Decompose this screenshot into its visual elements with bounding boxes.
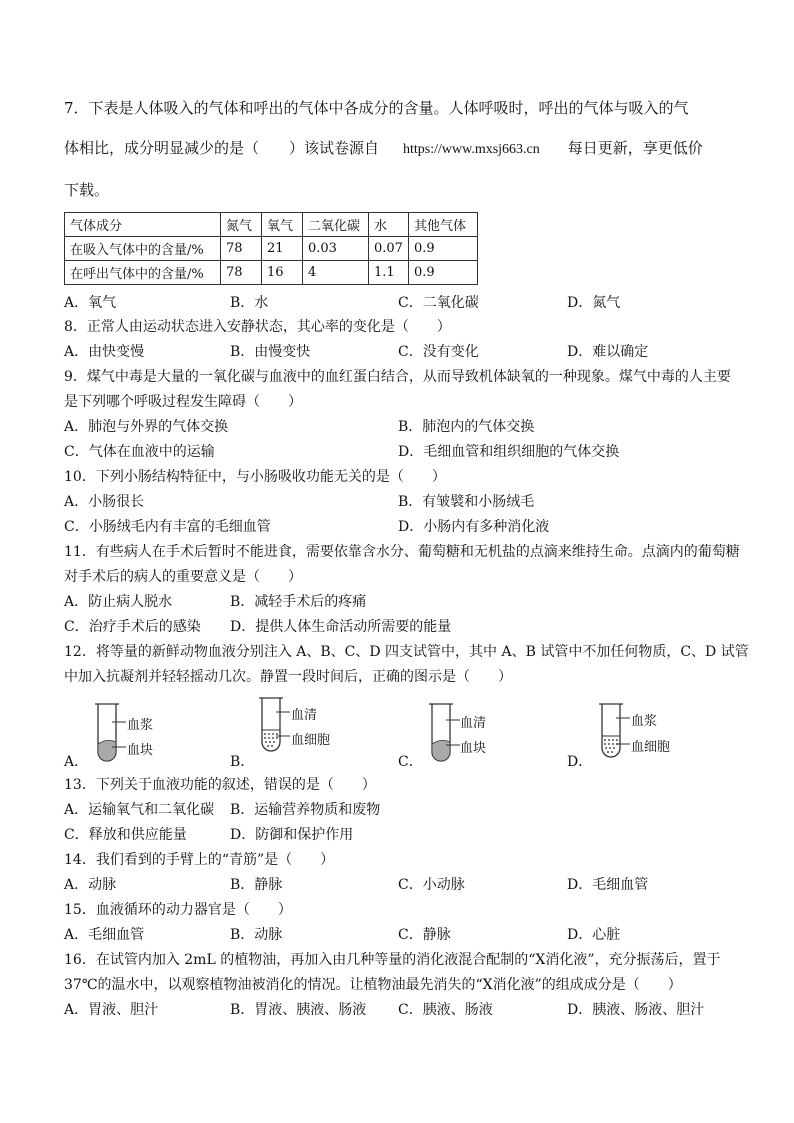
q16-stem-line2: 37℃的温水中，以观察植物油被消化的情况。让植物油最先消失的“X消化液”的组成成分是（ ） (64, 977, 682, 993)
table-header-cell: 二氧化碳 (303, 213, 369, 237)
table-cell: 16 (262, 261, 303, 285)
q8-option-b[interactable]: B．由慢变快 (230, 344, 311, 360)
figure-c-top-label: 血清 (460, 716, 487, 731)
table-cell: 78 (221, 261, 262, 285)
figure-d-top-label: 血浆 (631, 714, 658, 729)
table-header-cell: 水 (369, 213, 409, 237)
q7-option-c[interactable]: C．二氧化碳 (398, 295, 479, 311)
figure-d-bottom-label: 血细胞 (631, 740, 671, 755)
q10-option-d[interactable]: D．小肠内有多种消化液 (398, 519, 550, 535)
q11-option-a[interactable]: A．防止病人脱水 (64, 594, 173, 610)
q14-option-d[interactable]: D．毛细血管 (567, 877, 649, 893)
q14-option-b[interactable]: B．静脉 (230, 877, 283, 893)
q11-option-b[interactable]: B．减轻手术后的疼痛 (230, 594, 367, 610)
q13-stem: 13．下列关于血液功能的叙述，错误的是（ ） (64, 777, 376, 793)
table-header-cell: 其他气体 (408, 213, 477, 237)
q7-stem-line1: 7．下表是人体吸入的气体和呼出的气体中各成分的含量。人体呼吸时，呼出的气体与吸入的气 (64, 99, 689, 117)
q9-option-b[interactable]: B．肺泡内的气体交换 (398, 419, 535, 435)
figure-letter-b: B． (230, 754, 255, 770)
q7-option-b[interactable]: B．水 (230, 295, 269, 311)
q14-option-c[interactable]: C．小动脉 (398, 877, 465, 893)
table-cell: 0.03 (303, 237, 369, 261)
source-url: https://www.mxsj663.cn (403, 142, 540, 157)
q14-option-a[interactable]: A．动脉 (64, 877, 117, 893)
q8-option-c[interactable]: C．没有变化 (398, 344, 479, 360)
q13-option-b[interactable]: B．运输营养物质和废物 (230, 802, 381, 818)
q7-stem-suffix: 每日更新，享更低价 (567, 139, 703, 157)
q13-option-a[interactable]: A．运输氧气和二氧化碳 (64, 802, 215, 818)
table-cell: 0.9 (408, 261, 477, 285)
q9-stem-line2: 是下列哪个呼吸过程发生障碍（ ） (64, 394, 302, 410)
q7-option-a[interactable]: A．氧气 (64, 295, 117, 311)
q10-option-c[interactable]: C．小肠绒毛内有丰富的毛细血管 (64, 519, 271, 535)
q7-stem-line2 (64, 138, 703, 160)
q16-stem-line1: 16．在试管内加入 2mL 的植物油，再加入由几种等量的消化液混合配制的“X消化液”，充分振荡后，置于 (64, 952, 721, 968)
table-cell: 1.1 (369, 261, 409, 285)
q9-stem-line1: 9．煤气中毒是大量的一氧化碳与血液中的血红蛋白结合，从而导致机体缺氧的一种现象。煤气中毒的人主要 (64, 369, 731, 385)
gas-composition-table (64, 212, 478, 285)
figure-c-bottom-label: 血块 (460, 741, 487, 756)
q7-option-d[interactable]: D．氮气 (567, 295, 621, 311)
q11-option-c[interactable]: C．治疗手术后的感染 (64, 619, 201, 635)
q8-option-a[interactable]: A．由快变慢 (64, 344, 145, 360)
table-row (65, 237, 478, 261)
q16-option-b[interactable]: B．胃液、胰液、肠液 (230, 1002, 367, 1018)
figure-letter-a: A． (64, 754, 89, 770)
q16-option-a[interactable]: A．胃液、胆汁 (64, 1002, 159, 1018)
table-cell: 21 (262, 237, 303, 261)
figure-a-bottom-label: 血块 (127, 743, 154, 758)
table-header-cell: 氧气 (262, 213, 303, 237)
q8-stem: 8．正常人由运动状态进入安静状态，其心率的变化是（ ） (64, 319, 451, 335)
q16-option-c[interactable]: C．胰液、肠液 (398, 1002, 493, 1018)
table-cell: 78 (221, 237, 262, 261)
q11-option-d[interactable]: D．提供人体生命活动所需要的能量 (230, 619, 452, 635)
figure-b-bottom-label: 血细胞 (291, 733, 331, 748)
q15-stem: 15．血液循环的动力器官是（ ） (64, 902, 292, 918)
figure-a-top-label: 血浆 (127, 718, 154, 733)
q11-stem-line1: 11．有些病人在手术后暂时不能进食，需要依靠含水分、葡萄糖和无机盐的点滴来维持生命。点滴内的葡萄糖 (64, 544, 740, 560)
figure-letter-c: C． (398, 754, 423, 770)
table-cell: 在呼出气体中的含量/% (65, 261, 221, 285)
figure-letter-d: D． (567, 754, 593, 770)
table-header-row (65, 213, 478, 237)
q14-stem: 14．我们看到的手臂上的“青筋”是（ ） (64, 852, 335, 868)
q10-option-b[interactable]: B．有皱襞和小肠绒毛 (398, 494, 535, 510)
table-row (65, 261, 478, 285)
q13-option-d[interactable]: D．防御和保护作用 (230, 827, 354, 843)
q12-stem-line1: 12．将等量的新鲜动物血液分别注入 A、B、C、D 四支试管中，其中 A、B 试管中不加任何物质，C、D 试管 (64, 644, 749, 660)
q8-option-d[interactable]: D．难以确定 (567, 344, 649, 360)
q15-option-b[interactable]: B．动脉 (230, 927, 283, 943)
figure-b-top-label: 血清 (291, 708, 318, 723)
q9-option-a[interactable]: A．肺泡与外界的气体交换 (64, 419, 229, 435)
table-cell: 在吸入气体中的含量/% (65, 237, 221, 261)
table-cell: 4 (303, 261, 369, 285)
q15-option-a[interactable]: A．毛细血管 (64, 927, 145, 943)
q11-stem-line2: 对手术后的病人的重要意义是（ ） (64, 569, 302, 585)
q9-option-d[interactable]: D．毛细血管和组织细胞的气体交换 (398, 444, 620, 460)
q7-stem-prefix: 体相比，成分明显减少的是（ ）该试卷源自 (64, 139, 380, 157)
q13-option-c[interactable]: C．释放和供应能量 (64, 827, 187, 843)
table-header-cell: 气体成分 (65, 213, 221, 237)
q10-option-a[interactable]: A．小肠很长 (64, 494, 145, 510)
q15-option-d[interactable]: D．心脏 (567, 927, 621, 943)
q10-stem: 10．下列小肠结构特征中，与小肠吸收功能无关的是（ ） (64, 469, 446, 485)
table-cell: 0.9 (408, 237, 477, 261)
q15-option-c[interactable]: C．静脉 (398, 927, 451, 943)
q16-option-d[interactable]: D．胰液、肠液、胆汁 (567, 1002, 705, 1018)
table-header-cell: 氮气 (221, 213, 262, 237)
table-cell: 0.07 (369, 237, 409, 261)
q12-stem-line2: 中加入抗凝剂并轻轻摇动几次。静置一段时间后，正确的图示是（ ） (64, 669, 512, 685)
q9-option-c[interactable]: C．气体在血液中的运输 (64, 444, 215, 460)
q7-stem-line3: 下载。 (64, 181, 110, 199)
